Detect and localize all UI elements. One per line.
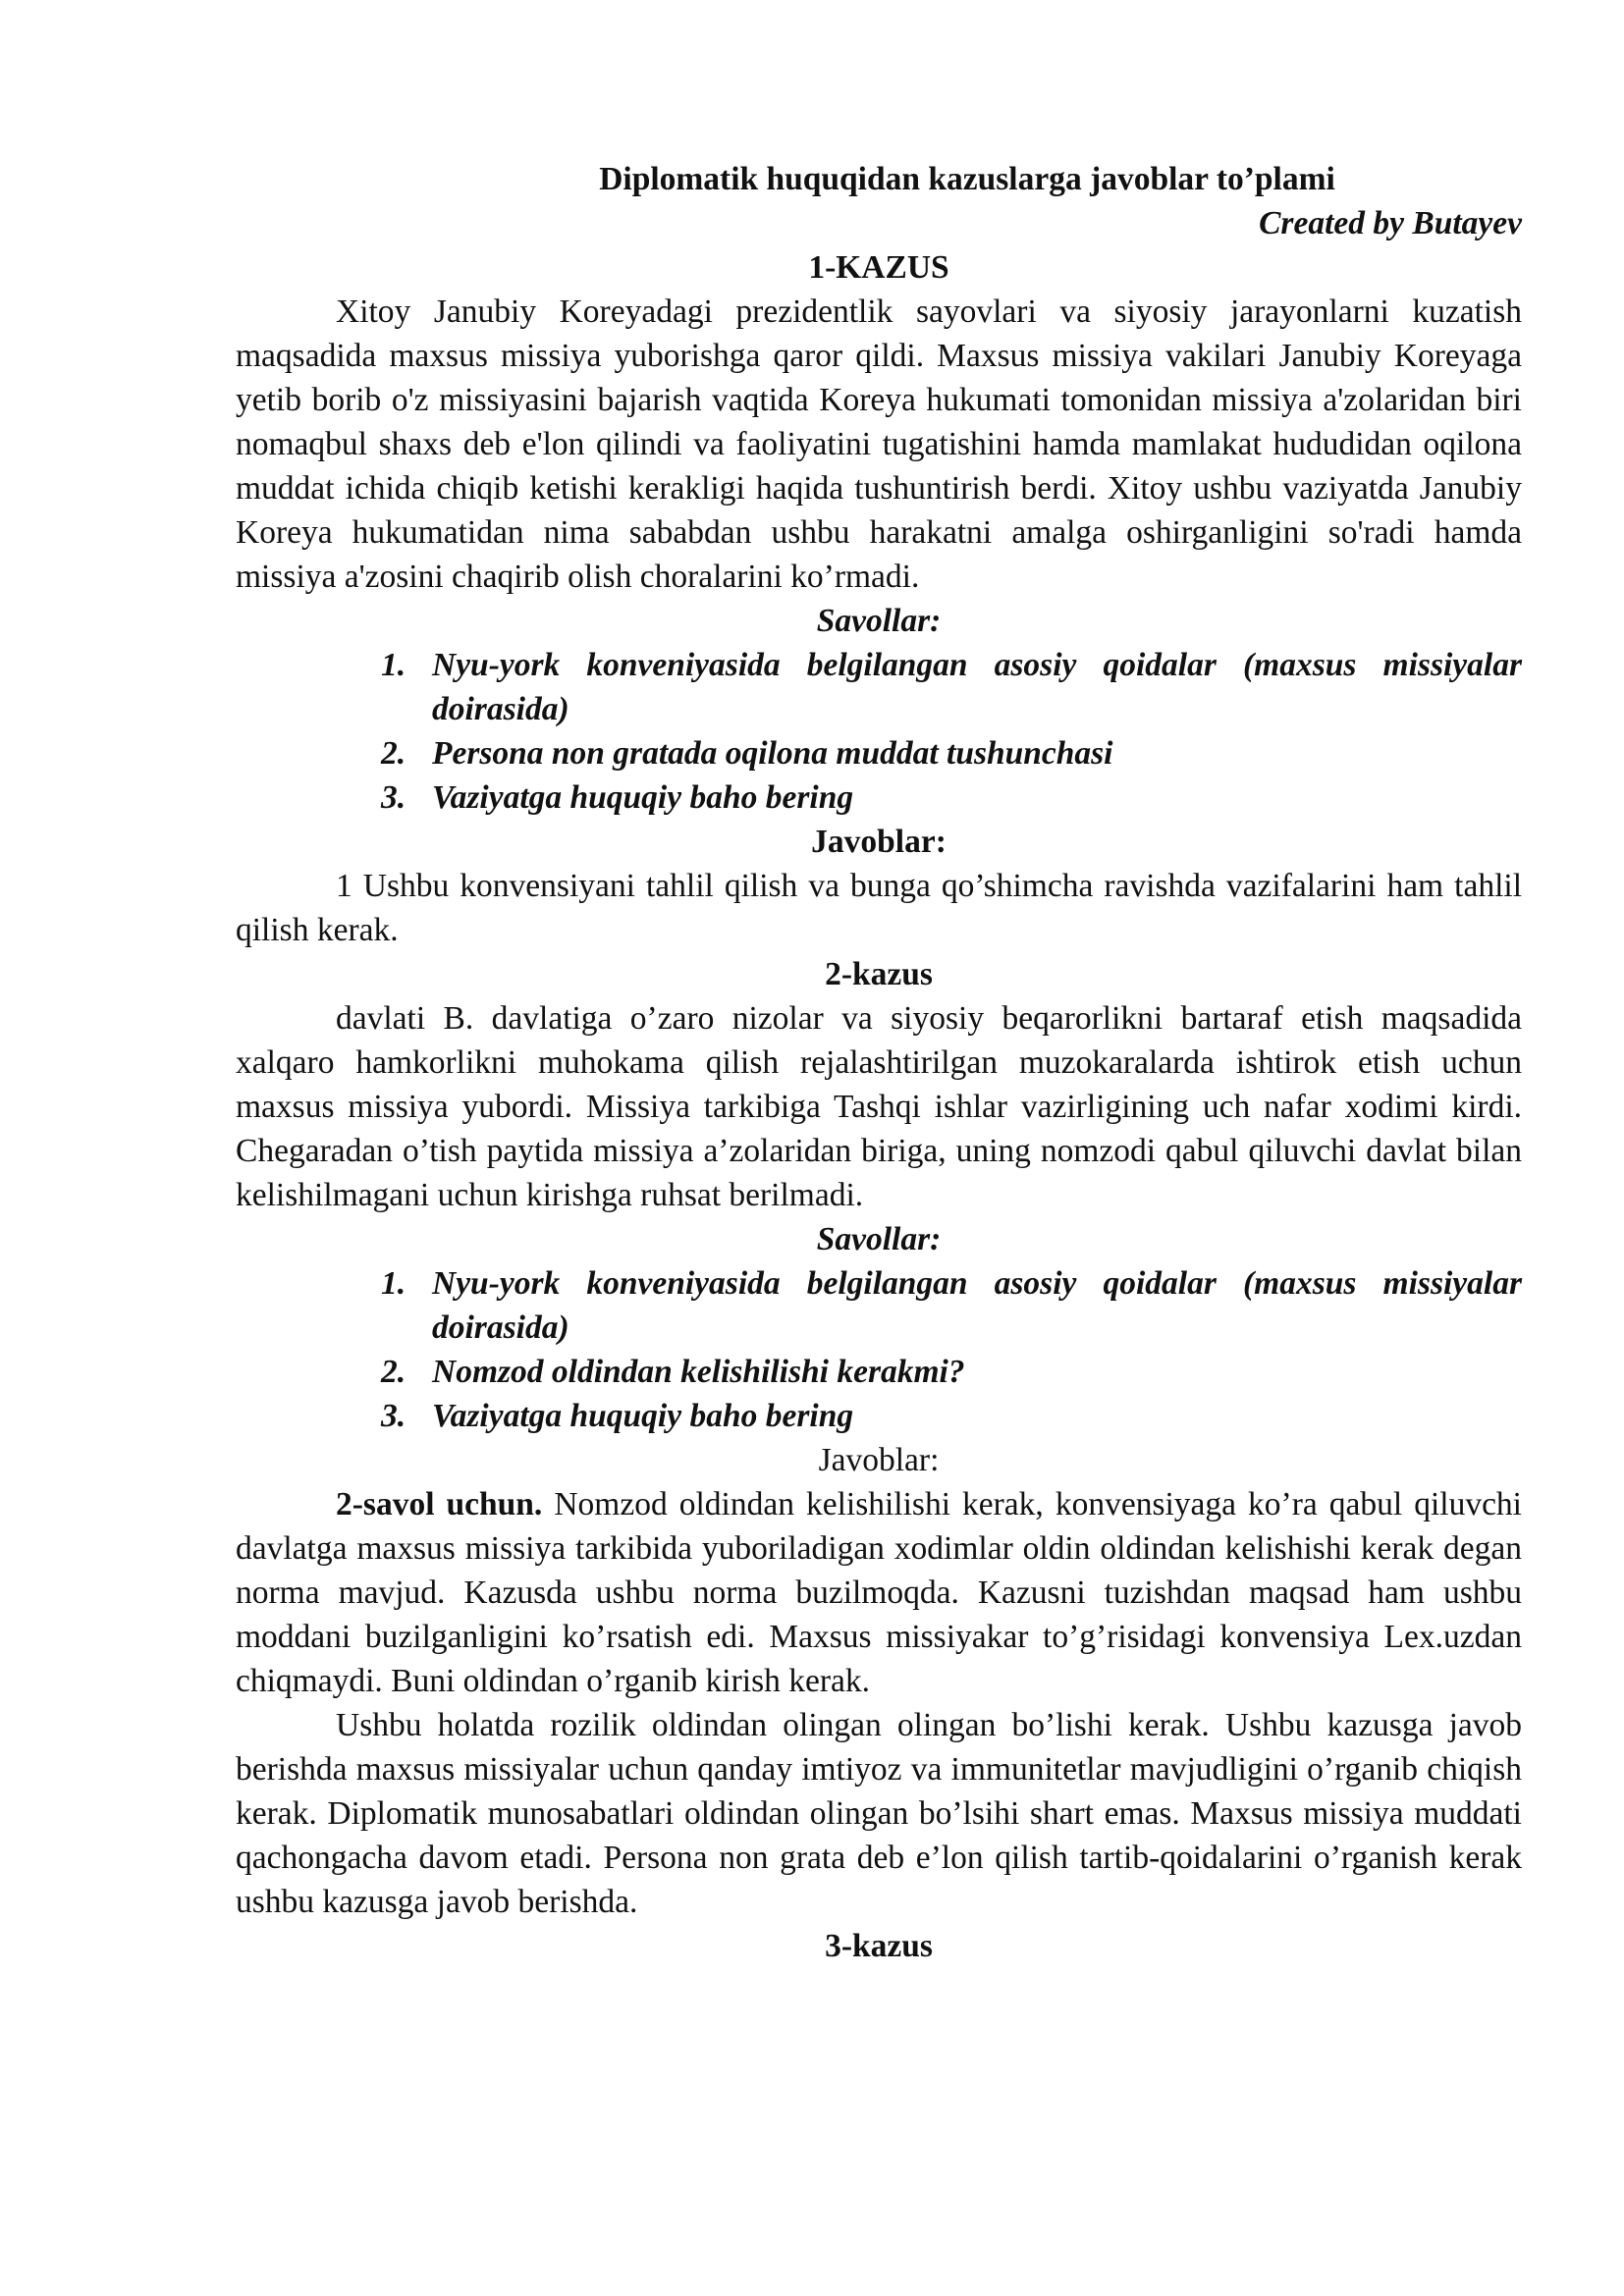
question-text: Nyu-york konveniyasida belgilangan asosiy qoidalar (maxsus missiyalar doirasida) bbox=[432, 647, 1522, 727]
case1-heading: 1-KAZUS bbox=[808, 249, 949, 286]
case1-text: Xitoy Janubiy Koreyadagi prezidentlik sayovlari va siyosiy jarayonlarni kuzatish maqsadida maxsus missiya yuborishga qaror qildi. Maxsus missiya vakilari Janubiy Koreyaga yetib borib o'z missiyasini bajarish vaqtida Koreya hukumati tomonidan missiya a'zolaridan biri nomaqbul shaxs deb e'lon qilindi va faoliyatini tugatishini hamda mamlakat hududidan oqilona muddat ichida chiqib ketishi kerakligi haqida tushuntirish berdi. Xitoy ushbu vaziyatda Janubiy Koreya hukumatidan nima sababdan ushbu harakatni amalga oshirganligini so'radi hamda missiya a'zosini chaqirib olish choralarini ko’rmadi. bbox=[236, 294, 1522, 595]
question-number: 2. bbox=[381, 1354, 406, 1390]
case2-question-3 bbox=[236, 1394, 1522, 1438]
case3-heading: 3-kazus bbox=[825, 1928, 933, 1964]
case2-heading: 2-kazus bbox=[825, 956, 933, 992]
document-title: Diplomatik huquqidan kazuslarga javoblar to’plami bbox=[599, 161, 1335, 197]
question-text: Vaziyatga huquqiy baho bering bbox=[432, 1398, 854, 1434]
question-number: 3. bbox=[381, 1398, 406, 1434]
case2-text: davlati B. davlatiga o’zaro nizolar va siyosiy beqarorlikni bartaraf etish maqsadida xalqaro hamkorlikni muhokama qilish rejalashtirilgan muzokaralarda ishtirok etish uchun maxsus missiya yubordi. Missiya tarkibiga Tashqi ishlar vazirligining uch nafar xodimi kirdi. Chegaradan o’tish paytida missiya a’zolaridan biriga, uning nomzodi qabul qiluvchi davlat bilan kelishilmagani uchun kirishga ruhsat berilmadi. bbox=[236, 1000, 1522, 1213]
question-text: Nomzod oldindan kelishilishi kerakmi? bbox=[432, 1354, 965, 1390]
case2-question-1 bbox=[236, 1261, 1522, 1350]
case2-question-2 bbox=[236, 1350, 1522, 1394]
question-number: 1. bbox=[381, 647, 406, 683]
case1-questions-heading: Savollar: bbox=[816, 603, 942, 639]
case2-answer-lead: 2-savol uchun. bbox=[336, 1486, 543, 1522]
case1-question-1 bbox=[236, 643, 1522, 731]
case1-question-2 bbox=[236, 731, 1522, 775]
case2-answer-text: Nomzod oldindan kelishilishi kerak, konvensiyaga ko’ra qabul qiluvchi davlatga maxsus missiya tarkibida yuboriladigan xodimlar oldin oldindan kelishishi kerak degan norma mavjud. Kazusda ushbu norma buzilmoqda. Kazusni tuzishdan maqsad ham ushbu moddani buzilganligini ko’rsatish edi. Maxsus missiyakar to’g’risidagi konvensiya Lex.uzdan chiqmaydi. Buni oldindan o’rganib kirish kerak. bbox=[236, 1486, 1522, 1699]
document-author: Created by Butayev bbox=[1259, 205, 1522, 241]
case1-questions-list bbox=[236, 643, 1522, 820]
case1-question-3 bbox=[236, 775, 1522, 820]
case2-questions-heading: Savollar: bbox=[816, 1221, 942, 1257]
case2-answer-paragraph-2: Ushbu holatda rozilik oldindan olingan olingan bo’lishi kerak. Ushbu kazusga javob berishda maxsus missiyalar uchun qanday imtiyoz va immunitetlar mavjudligini o’rganib chiqish kerak. Diplomatik munosabatlari oldindan olingan bo’lsihi shart emas. Maxsus missiya muddati qachongacha davom etadi. Persona non grata deb e’lon qilish tartib-qoidalarini o’rganish kerak ushbu kazusga javob berishda. bbox=[236, 1707, 1522, 1920]
case2-questions-list bbox=[236, 1261, 1522, 1438]
question-number: 2. bbox=[381, 735, 406, 772]
case2-answer bbox=[236, 1482, 1522, 1703]
case2-answers-heading: Javoblar: bbox=[818, 1442, 940, 1478]
case1-answers-heading: Javoblar: bbox=[811, 824, 947, 860]
document-page bbox=[236, 157, 1522, 1968]
question-number: 1. bbox=[381, 1265, 406, 1302]
question-text: Vaziyatga huquqiy baho bering bbox=[432, 779, 854, 816]
question-text: Nyu-york konveniyasida belgilangan asosiy qoidalar (maxsus missiyalar doirasida) bbox=[432, 1265, 1522, 1346]
question-text: Persona non gratada oqilona muddat tushunchasi bbox=[432, 735, 1113, 772]
question-number: 3. bbox=[381, 779, 406, 816]
case1-answer: 1 Ushbu konvensiyani tahlil qilish va bunga qo’shimcha ravishda vazifalarini ham tahlil qilish kerak. bbox=[236, 868, 1522, 948]
